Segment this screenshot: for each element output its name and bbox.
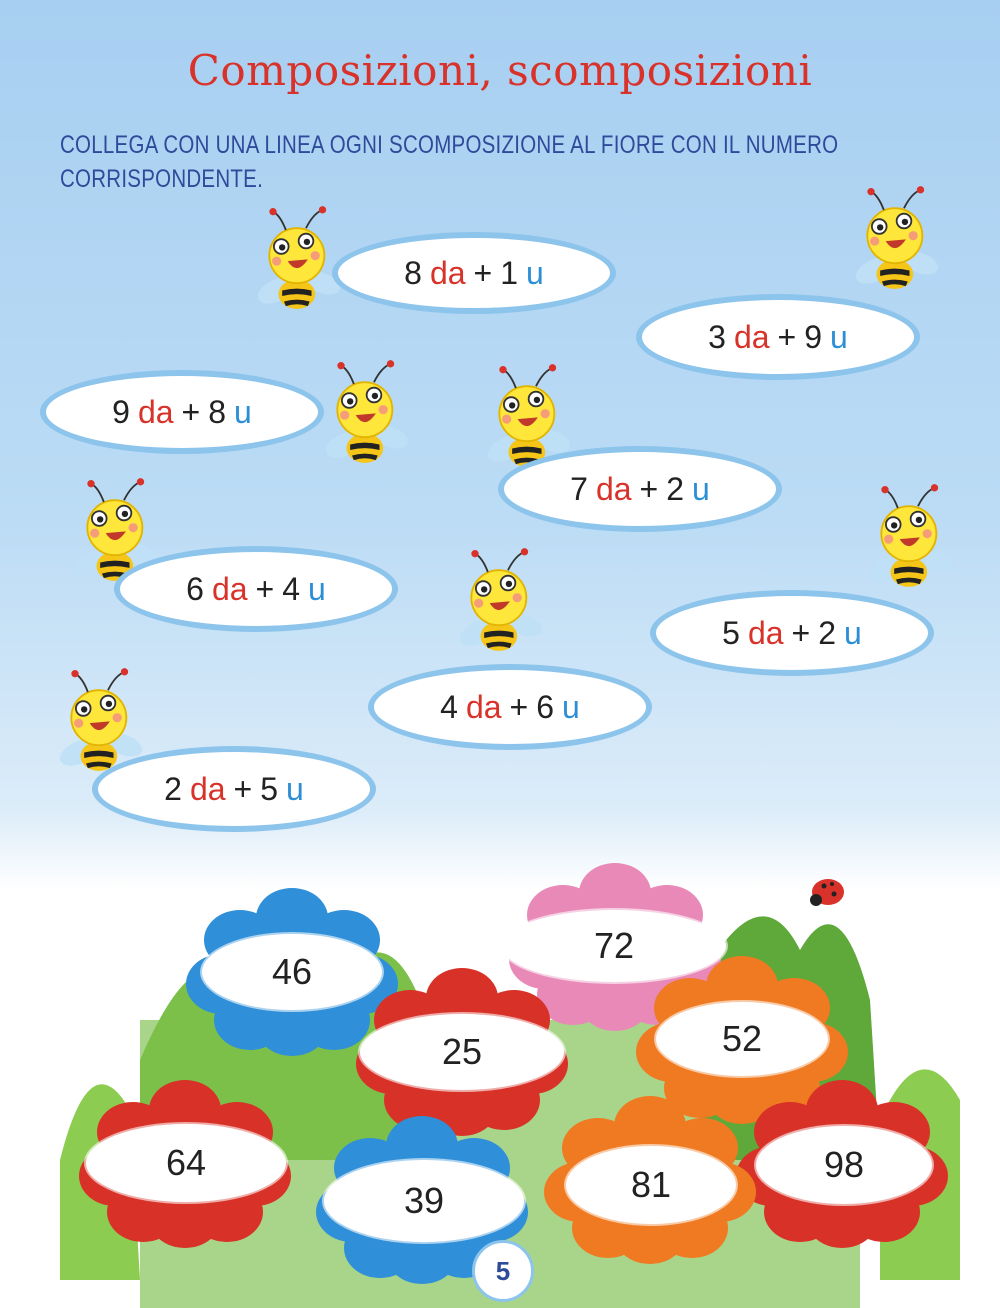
bee-illustration (308, 352, 418, 482)
instruction-text: COLLEGA CON UNA LINEA OGNI SCOMPOSIZIONE AL FIORE CON IL NUMERO CORRISPONDENTE. (60, 131, 839, 193)
decomposition-oval[interactable]: 5 da + 2 u (650, 590, 934, 676)
page-number: 5 (472, 1240, 534, 1302)
decomposition-oval[interactable]: 2 da + 5 u (92, 746, 376, 832)
decomposition-oval[interactable]: 6 da + 4 u (114, 546, 398, 632)
bee-illustration (852, 476, 962, 606)
page-title: Composizioni, scomposizioni (187, 46, 813, 95)
decomposition-oval[interactable]: 7 da + 2 u (498, 446, 782, 532)
flower-number[interactable]: 46 (202, 934, 382, 1010)
flower-number[interactable]: 98 (756, 1126, 932, 1204)
decomposition-oval[interactable]: 4 da + 6 u (368, 664, 652, 750)
bee-illustration (442, 540, 552, 670)
decomposition-oval[interactable]: 8 da + 1 u (332, 232, 616, 314)
flower-number[interactable]: 52 (656, 1002, 828, 1076)
flower-number[interactable]: 39 (324, 1160, 524, 1242)
decomposition-oval[interactable]: 9 da + 8 u (40, 370, 324, 454)
flower-number[interactable]: 25 (360, 1014, 564, 1090)
bee-illustration (240, 198, 350, 328)
flower-number[interactable]: 64 (86, 1124, 286, 1202)
bee-illustration (838, 178, 948, 308)
flower-number[interactable]: 81 (566, 1146, 736, 1224)
decomposition-oval[interactable]: 3 da + 9 u (636, 294, 920, 380)
ladybug-illustration (810, 879, 844, 906)
flower-number[interactable]: 72 (502, 910, 726, 982)
